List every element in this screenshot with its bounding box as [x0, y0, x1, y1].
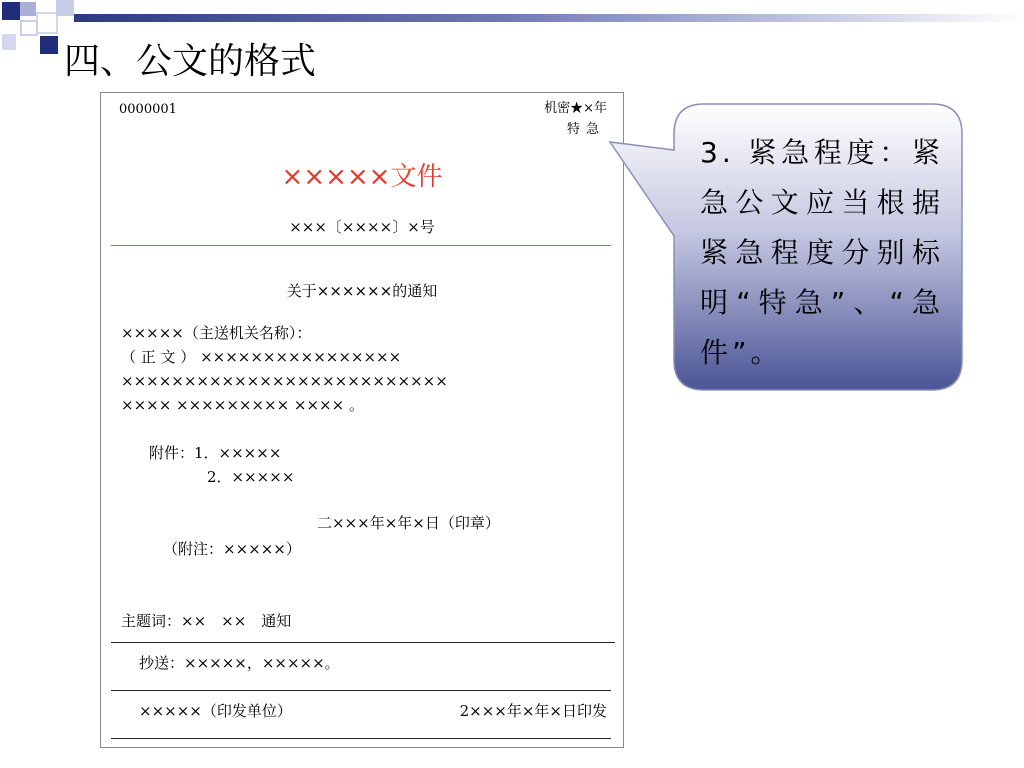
body-line: ××××××××××××××××××××××××××	[121, 372, 448, 390]
decor-square	[20, 20, 38, 36]
decor-square	[40, 36, 58, 54]
red-divider	[111, 245, 611, 246]
document-reference: ×××〔××××〕×号	[289, 218, 435, 236]
divider	[111, 642, 615, 643]
urgency-level: 特急	[566, 122, 605, 137]
cc-list: 抄送：×××××，×××××。	[139, 654, 340, 672]
keywords: 主题词：×× ×× 通知	[121, 612, 292, 630]
decor-square	[36, 12, 58, 34]
issuing-unit: ×××××（印发单位）	[139, 702, 292, 720]
doc-number: 0000001	[119, 102, 177, 117]
issue-date: 2×××年×年×日印发	[459, 702, 607, 720]
document-note: （附注：×××××）	[163, 540, 301, 558]
document-title: ×××××文件	[281, 162, 443, 192]
callout-text: 3. 紧急程度：紧急公文应当根据紧急程度分别标明“特急”、“急件”。	[700, 136, 944, 369]
decor-square	[56, 0, 74, 16]
body-line: （ 正 文 ） ××××××××××××××××	[121, 348, 402, 366]
attachment-item: 附件：1．×××××	[149, 444, 282, 462]
signature-date: 二×××年×年×日（印章）	[317, 514, 500, 532]
divider	[111, 690, 611, 691]
decor-square	[2, 2, 20, 20]
document-subject: 关于××××××的通知	[286, 282, 438, 300]
document-sample	[100, 92, 624, 748]
decor-square	[2, 34, 16, 50]
addressee: ×××××（主送机关名称）：	[121, 324, 312, 342]
secrecy-level: 机密★×年	[544, 101, 607, 116]
title-bar-gradient	[74, 14, 1024, 22]
attachment-item: 2．×××××	[207, 468, 295, 486]
body-line: ×××× ××××××××× ×××× 。	[121, 396, 364, 414]
divider	[111, 738, 611, 739]
decor-square	[20, 2, 36, 16]
page-title: 四、公文的格式	[64, 41, 317, 82]
